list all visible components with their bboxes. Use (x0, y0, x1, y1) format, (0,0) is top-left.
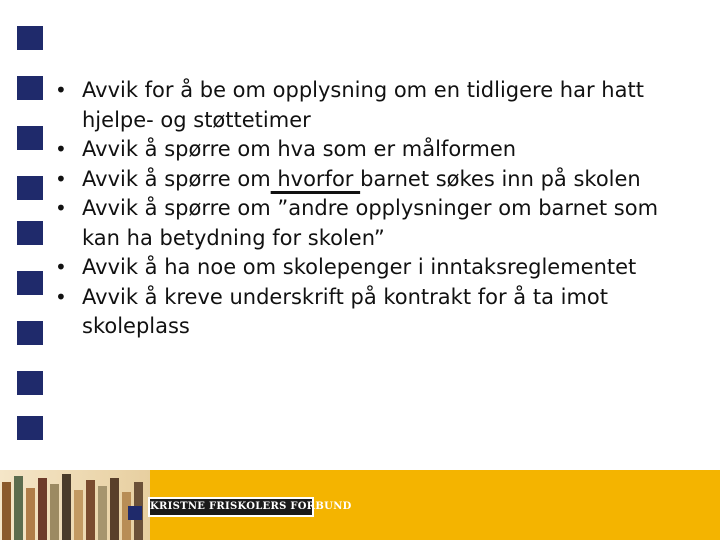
bullet-text: Avvik å kreve underskrift på kontrakt for å ta imot skoleplass (82, 284, 608, 338)
decor-square-1 (17, 26, 43, 50)
bullet-item (52, 135, 702, 165)
bullet-item (52, 253, 702, 283)
bullet-text: Avvik å spørre om hva som er målformen (82, 137, 517, 161)
footer-band (0, 470, 720, 540)
bullet-text: Avvik for å be om opplysning om en tidligere har hatt hjelpe- og støttetimer (82, 78, 644, 132)
bullet-text-underlined: hvorfor (270, 166, 361, 191)
slide-content (52, 76, 702, 342)
decor-square-6 (17, 271, 43, 295)
bullet-item (52, 76, 702, 135)
bullet-text: Avvik å ha noe om skolepenger i inntaksreglementet (82, 255, 637, 279)
logo-square-icon (128, 506, 142, 520)
decor-square-7 (17, 321, 43, 345)
bullet-text: barnet søkes inn på skolen (360, 166, 641, 191)
decor-square-5 (17, 221, 43, 245)
decor-square-8 (17, 371, 43, 395)
decor-square-2 (17, 76, 43, 100)
bullet-list (52, 76, 702, 342)
bullet-item (52, 165, 702, 195)
books-image (0, 470, 150, 540)
decor-square-9 (17, 416, 43, 440)
bullet-text: Avvik å spørre om (82, 166, 271, 191)
bullet-text: Avvik å spørre om ”andre opplysninger om barnet som kan ha betydning for skolen” (82, 196, 659, 250)
bullet-item (52, 194, 702, 253)
bullet-item (52, 283, 702, 342)
decor-square-4 (17, 176, 43, 200)
decor-square-3 (17, 126, 43, 150)
brand-logo: KRISTNE FRISKOLERS FORBUND (148, 497, 314, 517)
